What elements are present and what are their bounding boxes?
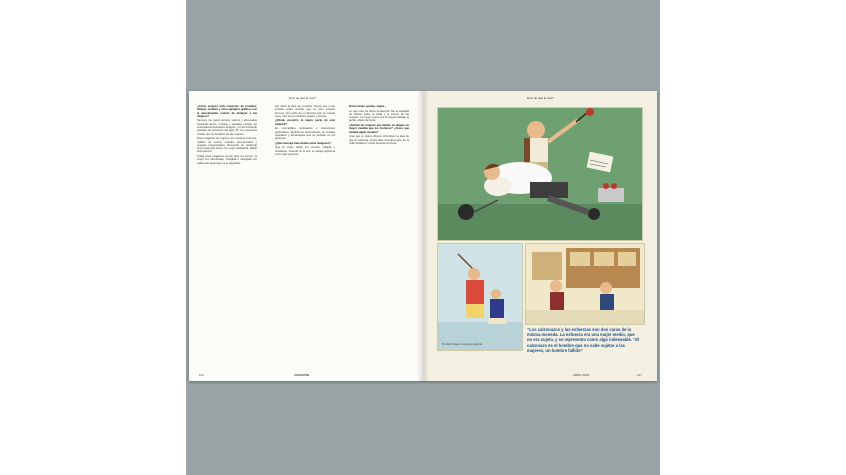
running-head-left: El té de qué le ríes? bbox=[289, 96, 316, 100]
illustration-art-2 bbox=[438, 244, 522, 350]
page-number-right: 117 bbox=[637, 373, 642, 377]
text-column-3 bbox=[349, 105, 409, 367]
spine-gutter bbox=[417, 91, 429, 381]
illustration-art-3 bbox=[526, 244, 644, 324]
pull-quote: “Los calzonazos y las esfuerzas son dos caras de la misma moneda. La esfuerza era una mujer medio, que no era sujeta, y se representa como algo indeseable. “El calzonazo es el hombre que no sabe sujetar a las mujeres, un hombre fallido” bbox=[527, 327, 640, 353]
body-paragraph: Todas esas imágenes tenían algo en común: la mujer era ridiculizada, rebajada o castigada por salirse del papel que se le asignaba. bbox=[197, 155, 257, 165]
right-page bbox=[423, 91, 657, 381]
text-column-2 bbox=[275, 105, 335, 367]
running-head-right: El té de qué le ríes? bbox=[527, 96, 554, 100]
illustration-punishment-postcard bbox=[437, 107, 643, 241]
magazine-name: CORAZÓN bbox=[294, 373, 310, 377]
question-paragraph: ¿Sufrían las mujeres que debían su dragón en mayor medida que los hombres? ¿Crees que imitaba algún modelo? bbox=[349, 124, 409, 134]
body-paragraph: Lo que más me llamó la atención fue la cantidad de chistes sobre la edad y el cuerpo de las mujeres. La mujer mayor era la suegra odiada; la gorda, objeto de burla. bbox=[349, 109, 409, 123]
issue-date: ABRIL 2023 bbox=[573, 373, 590, 377]
question-paragraph: ¿Cómo empezó esta colección de postales, viñetas, carteles y otros ejemplos gráficos con el denominador común de denigrar a las mujeres? bbox=[197, 105, 257, 118]
question-paragraph: ¿Dónde encontró la mayor parte de este material? bbox=[275, 119, 335, 126]
body-paragraph: Que la mujer debía ser sumisa, callada y obediente. Cuando no lo era, el castigo aparecía como algo gracioso. bbox=[275, 146, 335, 157]
page-number-left: 114 bbox=[199, 373, 204, 377]
illustration-shop-postcard bbox=[525, 243, 645, 325]
body-paragraph: Siempre me gustó recorrer rastros y almonedas buscando libros, revistas y postales porque me interesaba la ilustración antigua, y fui encontrando postales de principios del siglo XX con pequeños chistes que se burlaban de las mujeres. bbox=[197, 119, 257, 136]
left-page bbox=[189, 91, 423, 381]
body-paragraph: Creo que sí. Estos dibujos reforzaban la idea de que la violencia contra ellas formaba parte de la vida cotidiana y podía tomarse a broma. bbox=[349, 135, 409, 145]
body-paragraph: Eran imágenes de mujeres con cuerpos enormes, rodillos de cocina, maridos atemorizados y suegras insoportables. Recuerdo en particular una postal que decía "La mujer habladora, diablo tiene dentro". bbox=[197, 137, 257, 154]
body-paragraph: Ahí nació la idea de reunirlas. Pensé que si las juntaba podía mostrar que no eran simples bromas, sino parte de un discurso que se repetía una y otra vez en distintos países y épocas. bbox=[275, 105, 335, 118]
magazine-spread bbox=[189, 91, 657, 381]
body-paragraph: En mercadillos, anticuarios y colecciones particulares. También en hemerotecas, en revistas populares y almanaques que se vendían en los quioscos. bbox=[275, 127, 335, 141]
text-column-1 bbox=[197, 105, 257, 367]
illustration-art bbox=[438, 108, 642, 240]
illustration-whipping-postcard bbox=[437, 243, 523, 351]
question-paragraph: Ocurrencias, gordas, viejas... bbox=[349, 105, 387, 108]
question-paragraph: ¿Qué mensaje transmitían estas imágenes? bbox=[275, 141, 332, 145]
postcard-caption: Si usted rechaza a su esposa, golpéela bbox=[442, 343, 482, 346]
